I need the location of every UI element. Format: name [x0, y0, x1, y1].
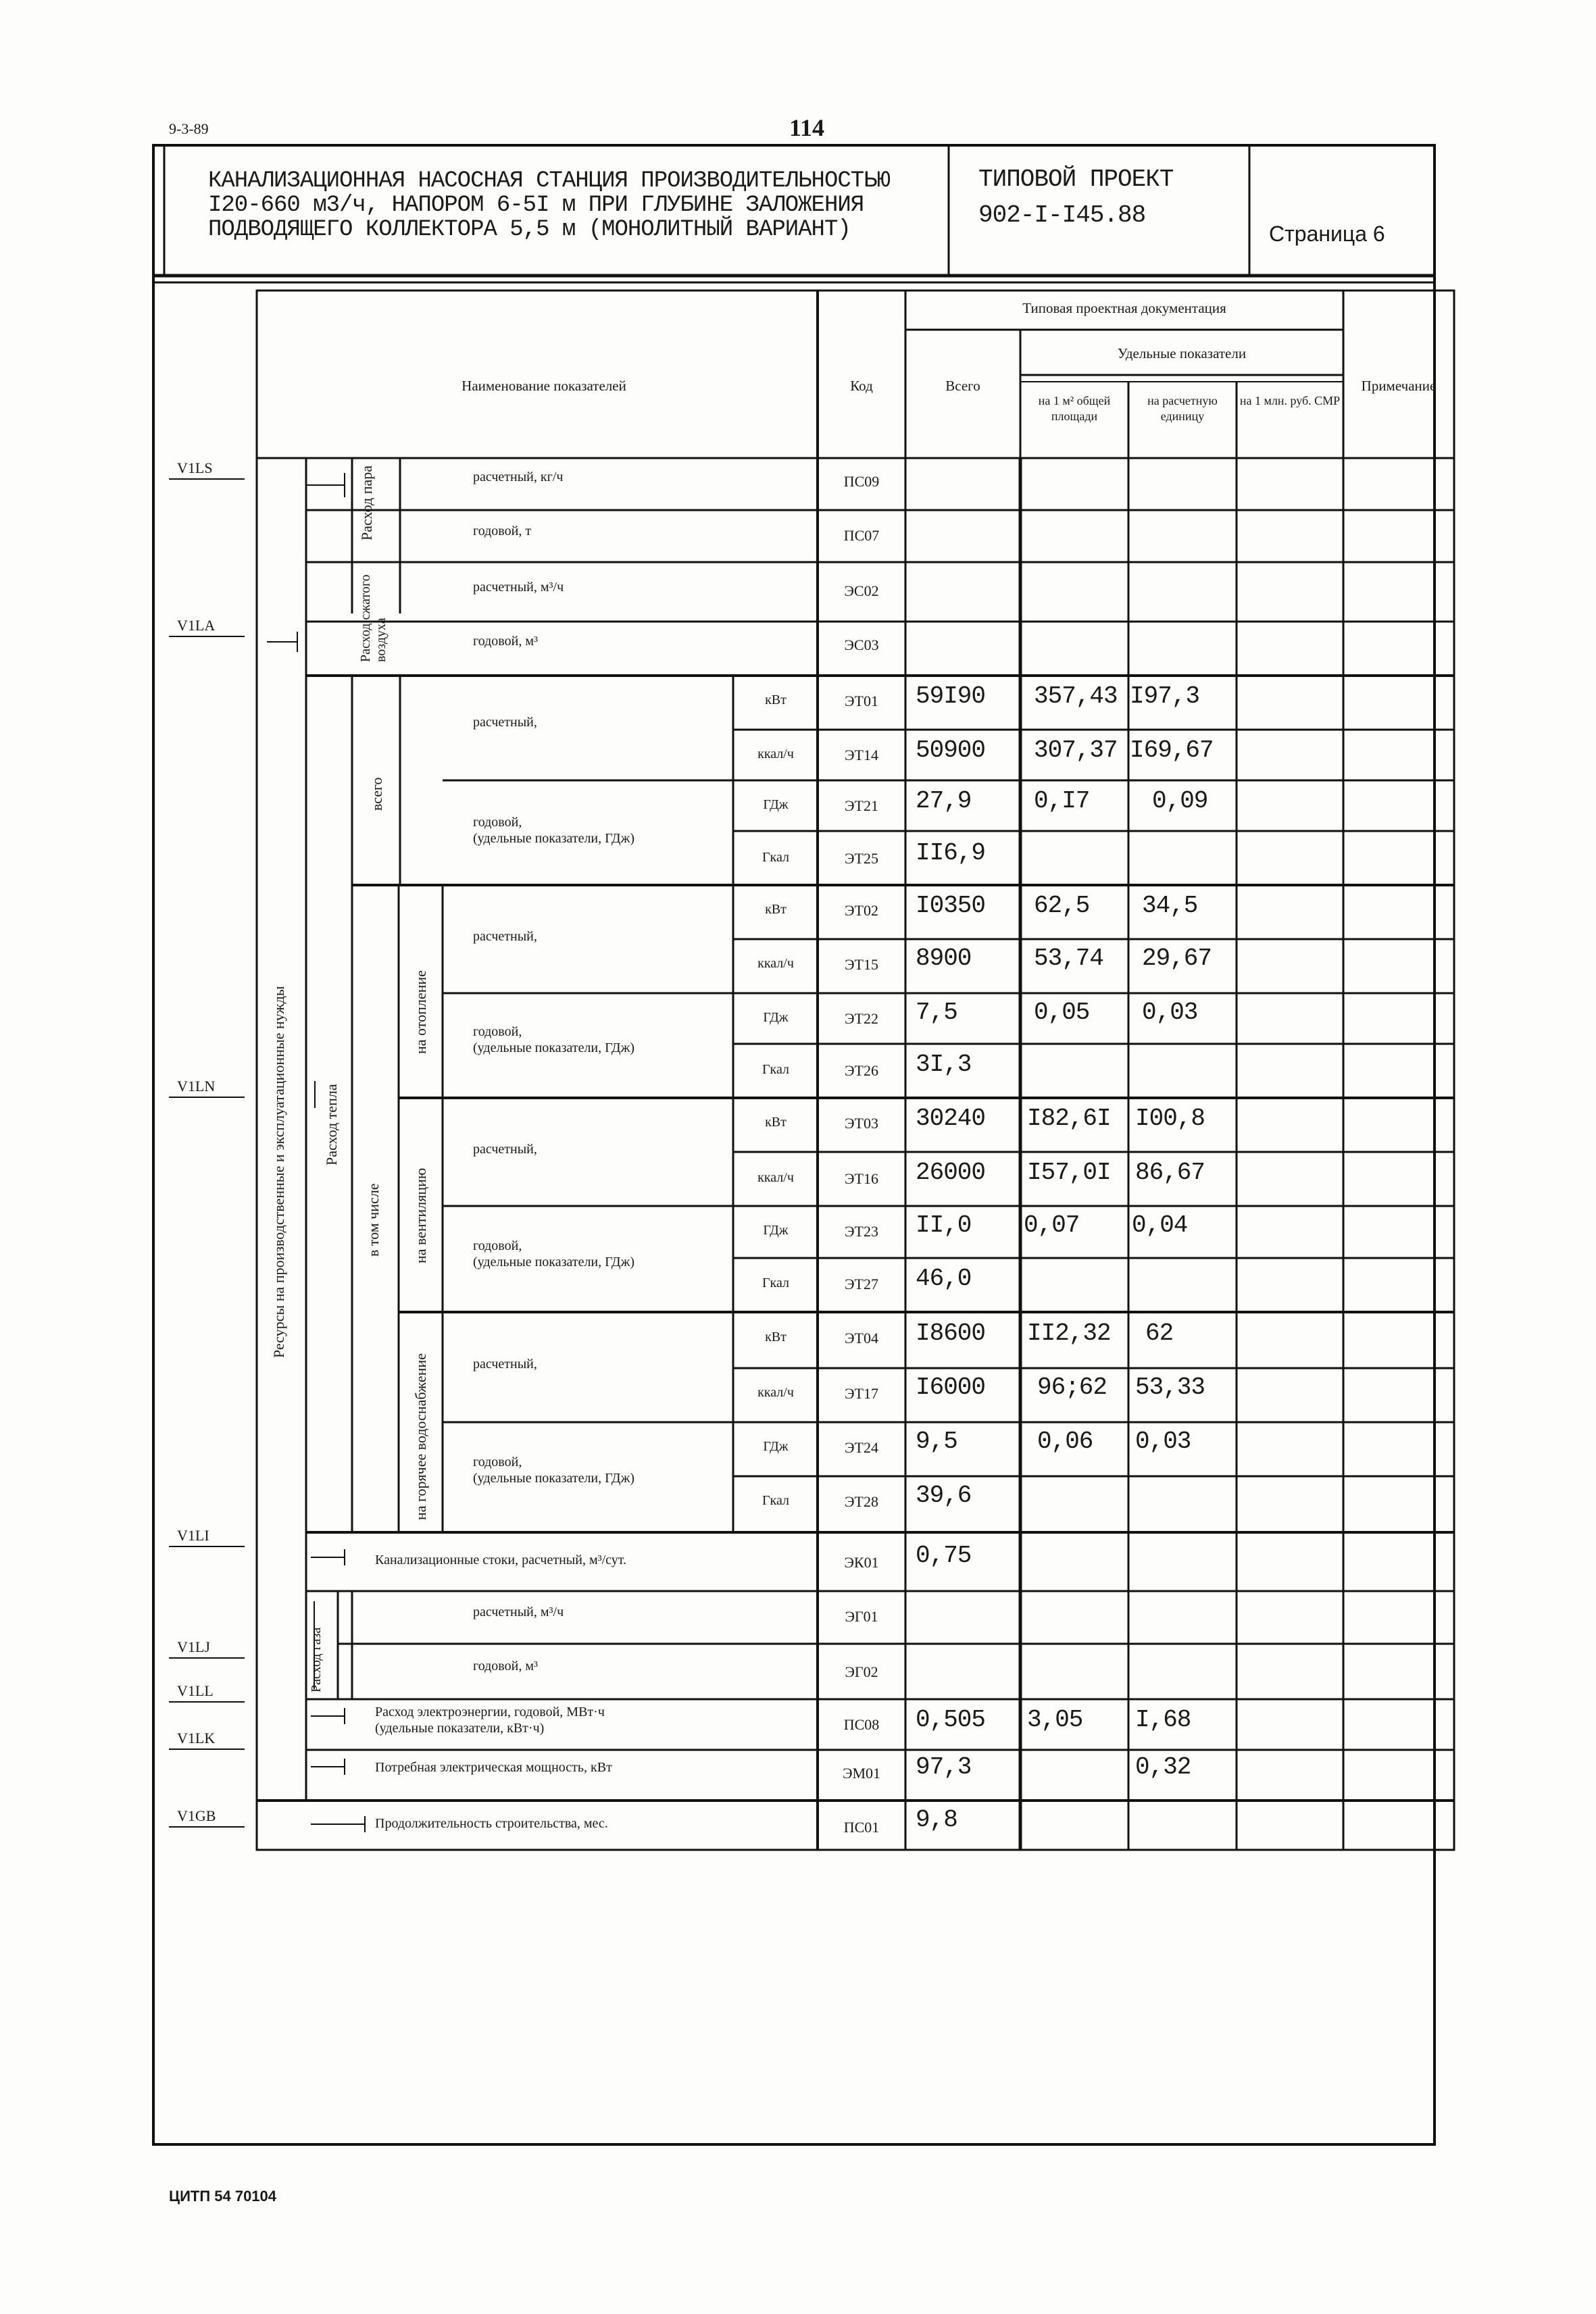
row-per-unit: 62	[1145, 1319, 1174, 1347]
group-hot-water: на горячее водоснабжение	[412, 1353, 429, 1520]
title-line-2: I20-660 м3/ч, НАПОРОМ 6-5I м ПРИ ГЛУБИНЕ ЗАЛОЖЕНИЯ	[208, 193, 864, 218]
row-per-unit: I69,67	[1130, 736, 1214, 764]
row-total: I8600	[916, 1319, 986, 1347]
row-label: годовой, м³	[473, 1659, 538, 1674]
header-total: Всего	[945, 378, 980, 394]
row-code: ЭТ03	[845, 1115, 878, 1132]
row-code: ЭТ04	[845, 1330, 878, 1347]
title-line-1: КАНАЛИЗАЦИОННАЯ НАСОСНАЯ СТАНЦИЯ ПРОИЗВОДИТЕЛЬНОСТЬЮ	[208, 168, 890, 194]
header-specific: Удельные показатели	[1117, 345, 1247, 361]
row-unit: ккал/ч	[757, 1170, 794, 1185]
row-per-m2: 0,07	[1024, 1211, 1080, 1239]
row-unit: кВт	[765, 902, 787, 917]
row-code: ПС01	[843, 1819, 880, 1836]
group-heating: на отопление	[412, 970, 429, 1054]
header-per-m2: на 1 м² общей площади	[1038, 394, 1111, 423]
row-total: II6,9	[916, 839, 986, 867]
row-code: ЭК01	[844, 1554, 879, 1571]
row-total: 46,0	[916, 1265, 972, 1292]
row-per-unit: 29,67	[1142, 945, 1212, 972]
row-per-unit: 0,32	[1135, 1753, 1191, 1781]
sig-v1lk: V1LK	[177, 1730, 216, 1746]
row-per-m2: II2,32	[1027, 1319, 1111, 1347]
row-per-m2: 53,74	[1034, 945, 1104, 972]
row-code: ЭТ23	[845, 1223, 878, 1240]
row-per-m2: 0,06	[1037, 1428, 1093, 1455]
series-code: 9-3-89	[169, 120, 209, 137]
row-total: I0350	[916, 892, 986, 920]
row-unit: Гкал	[762, 850, 789, 865]
row-unit: ГДж	[763, 1439, 789, 1454]
row-label: годовой, м³	[473, 634, 538, 649]
row-total: 30240	[916, 1105, 986, 1132]
row-per-unit: I,68	[1135, 1706, 1191, 1734]
row-label: расчетный, м³/ч	[473, 580, 564, 595]
row-per-unit: 0,04	[1132, 1211, 1188, 1239]
row-unit: Гкал	[762, 1493, 789, 1508]
row-code: ЭС03	[844, 636, 879, 653]
row-per-m2: 307,37	[1034, 736, 1118, 764]
sig-line	[169, 478, 245, 480]
row-code: ЭТ16	[845, 1170, 878, 1187]
row-code: ЭГ01	[845, 1608, 878, 1625]
row-per-m2: 357,43	[1034, 682, 1118, 710]
row-per-m2: I82,6I	[1027, 1105, 1111, 1132]
row-label: Расход электроэнергии, годовой, МВт·ч (удельные показатели, кВт·ч)	[375, 1705, 605, 1736]
row-code: ЭТ24	[845, 1439, 878, 1456]
row-label: годовой, (удельные показатели, ГДж)	[473, 1024, 635, 1055]
project-label: ТИПОВОЙ ПРОЕКТ	[978, 166, 1174, 193]
group-gas: Расход газа	[309, 1627, 324, 1692]
group-total: всего	[368, 777, 385, 811]
footer-code: ЦИТП 54 70104	[169, 2188, 277, 2205]
header-note: Примечание	[1361, 378, 1437, 394]
group-incl: в том числе	[365, 1183, 382, 1257]
row-total: 9,5	[916, 1428, 957, 1455]
row-per-unit: I00,8	[1135, 1105, 1205, 1132]
project-title	[208, 169, 890, 242]
project-number: 902-I-I45.88	[978, 201, 1146, 229]
row-per-unit: 0,03	[1142, 999, 1198, 1026]
row-label: расчетный,	[473, 929, 537, 944]
row-total: II,0	[916, 1211, 972, 1239]
row-label: годовой, (удельные показатели, ГДж)	[473, 1238, 635, 1269]
sig-line	[169, 1749, 245, 1750]
row-unit: ккал/ч	[757, 956, 794, 971]
row-per-unit: 53,33	[1135, 1374, 1205, 1401]
group-heat: Расход тепла	[323, 1084, 340, 1165]
row-total: I6000	[916, 1374, 986, 1401]
row-label: годовой, т	[473, 524, 532, 538]
group-resources: Ресурсы на производственные и эксплуатационные нужды	[270, 986, 287, 1358]
row-total: 27,9	[916, 787, 972, 815]
row-label: расчетный, кг/ч	[473, 470, 564, 484]
row-total: 8900	[916, 945, 972, 972]
row-unit: Гкал	[762, 1062, 789, 1077]
row-code: ЭТ25	[845, 850, 878, 867]
row-unit: ГДж	[763, 1223, 789, 1238]
row-label: Потребная электрическая мощность, кВт	[375, 1760, 612, 1775]
row-code: ПС09	[843, 473, 880, 490]
row-code: ЭТ02	[845, 902, 878, 919]
row-total: 39,6	[916, 1482, 972, 1509]
row-code: ЭГ02	[845, 1663, 878, 1680]
row-label: годовой, (удельные показатели, ГДж)	[473, 1455, 635, 1486]
row-per-m2: 96;62	[1037, 1374, 1107, 1401]
row-total: 26000	[916, 1159, 986, 1186]
row-per-m2: I57,0I	[1027, 1159, 1111, 1186]
row-total: 9,8	[916, 1806, 957, 1834]
row-total: 7,5	[916, 999, 957, 1026]
row-label: Канализационные стоки, расчетный, м³/сут.	[375, 1553, 627, 1567]
group-air: Расход сжатого воздуха	[358, 574, 389, 662]
header-per-unit: на расчетную единицу	[1147, 394, 1218, 423]
row-code: ЭТ15	[845, 956, 878, 973]
row-total: 59I90	[916, 682, 986, 710]
row-total: 50900	[916, 736, 986, 764]
sig-v1gb: V1GB	[177, 1807, 216, 1824]
row-code: ЭТ26	[845, 1062, 878, 1079]
row-label: расчетный,	[473, 1142, 537, 1157]
row-per-unit: 34,5	[1142, 892, 1198, 920]
row-label: годовой, (удельные показатели, ГДж)	[473, 815, 635, 846]
sig-v1ln: V1LN	[177, 1078, 216, 1095]
header-name: Наименование показателей	[462, 378, 626, 394]
page-number: 114	[789, 114, 825, 141]
row-total: 0,505	[916, 1706, 986, 1734]
row-code: ЭТ01	[845, 693, 878, 709]
row-total: 3I,3	[916, 1051, 972, 1078]
row-per-m2: 62,5	[1034, 892, 1090, 920]
row-total: 97,3	[916, 1753, 972, 1781]
row-code: ЭТ17	[845, 1385, 878, 1402]
sig-v1ls: V1LS	[177, 459, 213, 476]
title-line-3: ПОДВОДЯЩЕГО КОЛЛЕКТОРА 5,5 м (МОНОЛИТНЫЙ ВАРИАНТ)	[208, 217, 851, 243]
header-code: Код	[850, 378, 873, 394]
row-unit: ккал/ч	[757, 1385, 794, 1400]
row-label: расчетный,	[473, 1357, 537, 1372]
sig-v1ll: V1LL	[177, 1682, 214, 1699]
row-label: расчетный, м³/ч	[473, 1605, 564, 1619]
sig-line	[169, 1546, 245, 1547]
row-per-m2: 0,05	[1034, 999, 1090, 1026]
row-code: ЭТ27	[845, 1276, 878, 1292]
sig-line	[169, 1826, 245, 1828]
row-unit: кВт	[765, 1330, 787, 1344]
row-code: ЭС02	[844, 582, 879, 599]
row-code: ЭТ28	[845, 1493, 878, 1510]
header-per-mln: на 1 млн. руб. СМР	[1239, 394, 1341, 407]
sig-line	[169, 1097, 245, 1098]
row-unit: ГДж	[763, 797, 789, 812]
row-code: ЭМ01	[842, 1765, 881, 1782]
row-code: ЭТ21	[845, 797, 878, 814]
sig-line	[169, 636, 245, 637]
sig-v1li: V1LI	[177, 1527, 209, 1544]
row-unit: кВт	[765, 1115, 787, 1130]
row-label: Продолжительность строительства, мес.	[375, 1816, 608, 1831]
row-per-unit: 0,03	[1135, 1428, 1191, 1455]
sig-line	[169, 1701, 245, 1703]
group-ventilation: на вентиляцию	[412, 1167, 429, 1263]
row-unit: Гкал	[762, 1276, 789, 1290]
row-per-unit: 86,67	[1135, 1159, 1205, 1186]
row-code: ПС08	[843, 1716, 880, 1733]
row-per-m2: 0,I7	[1034, 787, 1090, 815]
row-unit: ккал/ч	[757, 747, 794, 761]
row-total: 0,75	[916, 1542, 972, 1569]
row-code: ЭТ22	[845, 1010, 878, 1027]
row-label: расчетный,	[473, 715, 537, 730]
row-per-unit: 0,09	[1152, 787, 1208, 815]
row-code: ПС07	[843, 527, 880, 544]
header-typical-docs: Типовая проектная документация	[1022, 300, 1226, 316]
row-per-m2: 3,05	[1027, 1706, 1083, 1734]
row-per-unit: I97,3	[1130, 682, 1200, 710]
row-unit: ГДж	[763, 1010, 789, 1025]
row-code: ЭТ14	[845, 747, 878, 763]
sig-v1lj: V1LJ	[177, 1638, 210, 1655]
sig-v1la: V1LA	[177, 617, 216, 634]
sheet-label: Страница 6	[1269, 222, 1385, 246]
sig-line	[169, 1657, 245, 1659]
row-unit: кВт	[765, 693, 787, 707]
group-steam: Расход пара	[358, 466, 375, 540]
